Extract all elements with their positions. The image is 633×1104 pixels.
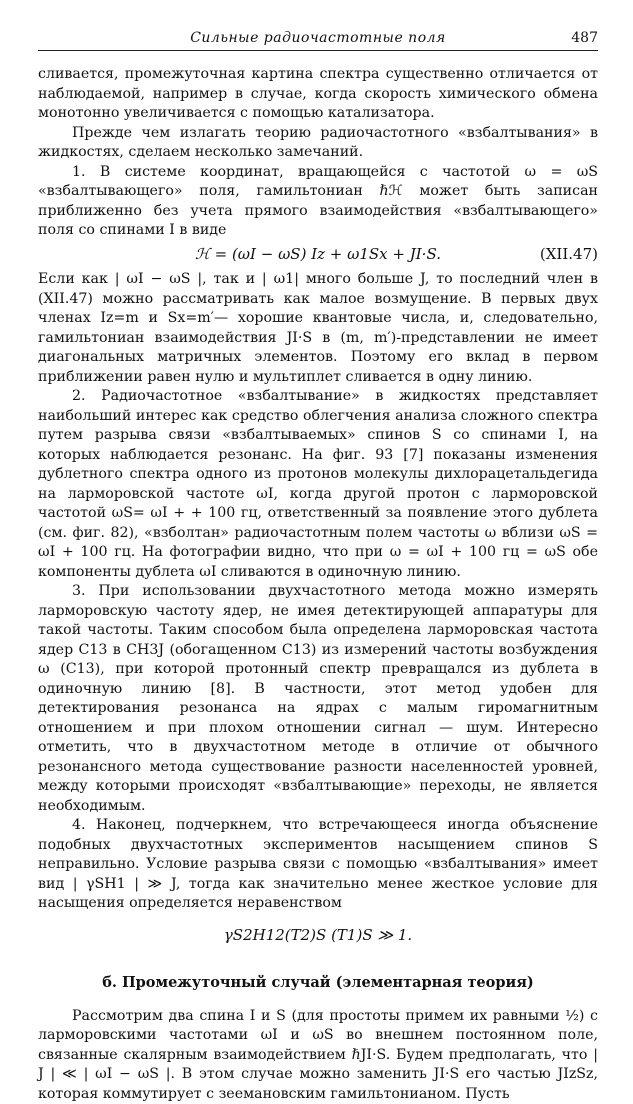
- paragraph: 4. Наконец, подчеркнем, что встречающееся иногда объяснение подобных двухчастотных экспериментов насыщением спинов S неправильно. Условие разрыва связи с помощью «взбалтывания» имеет вид | γSH1 | ≫ J, тогда как значительно менее жесткое условие для насыщения определяется неравенством: [38, 816, 598, 914]
- paragraph: 3. При использовании двухчастотного метода можно измерять ларморовскую частоту ядер, не имея детектирующей аппаратуры для такой частоты. Таким способом была определена ларморовская частота ядер C13 в CH3J (обогащенном C13) из измерений частоты возбуждения ω (C13), при которой протонный спектр превращался из дублета в одиночную линию [8]. В частности, этот метод удобен для детектирования резонанса на ядрах с малым гиромагнитным отношением и при плохом отношении сигнал — шум. Интересно отметить, что в двухчастотном методе в отличие от обычного резонансного метода существование разности населенностей уровней, между которыми происходят «взбалтывающие» переходы, не является необходимым.: [38, 582, 598, 816]
- saturation-inequality: γS2H12(T2)S (T1)S ≫ 1.: [38, 926, 598, 946]
- paragraph: Если как | ωI − ωS |, так и | ω1| много больше J, то последний член в (XII.47) можно рассматривать как малое возмущение. В первых двух членах Iz=m и Sx=m′— хорошие квантовые числа, и, следовательно, гамильтониан взаимодействия JI·S в (m, m′)-представлении не имеет диагональных матричных элементов. Поэтому его вклад в первом приближении равен нулю и мультиплет сливается в одну линию.: [38, 270, 598, 387]
- paragraph: Прежде чем излагать теорию радиочастотного «взбалтывания» в жидкостях, сделаем несколько замечаний.: [38, 124, 598, 163]
- equation-xii-47: [38, 245, 598, 265]
- paragraph: 1. В системе координат, вращающейся с частотой ω = ωS «взбалтывающего» поля, гамильтониан ℏℋ может быть записан приближенно без учета прямого взаимодействия «взбалтывающего» поля со спинами I в виде: [38, 163, 598, 241]
- equation-number: (XII.47): [540, 245, 598, 265]
- running-header: [38, 28, 598, 51]
- section-title: б. Промежуточный случай (элементарная теория): [38, 973, 598, 993]
- body-text: [38, 65, 598, 1104]
- page: [38, 28, 598, 1104]
- equation-body: ℋ = (ωI − ωS) Iz + ω1Sx + JI·S.: [195, 245, 441, 265]
- paragraph: 2. Радиочастотное «взбалтывание» в жидкостях представляет наибольший интерес как средство облегчения анализа сложного спектра путем разрыва связи «взбалтываемых» спинов S со спинами I, на которых наблюдается резонанс. На фиг. 93 [7] показаны изменения дублетного спектра одного из протонов молекулы дихлорацетальдегида на ларморовской частоте ωI, когда другой протон с ларморовской частотой ωS= ωI + + 100 гц, ответственный за появление этого дублета (см. фиг. 82), «взболтан» радиочастотным полем частоты ω вблизи ωS = ωI + 100 гц. На фотографии видно, что при ω = ωI + 100 гц = ωS обе компоненты дублета ωI сливаются в одиночную линию.: [38, 387, 598, 582]
- paragraph: Рассмотрим два спина I и S (для простоты примем их равными ½) с ларморовскими частотами ωI и ωS во внешнем постоянном поле, связанные скалярным взаимодействием ℏJI·S. Будем предполагать, что | J | ≪ | ωI − ωS |. В этом случае можно заменить JI·S его частью JIzSz, которая коммутирует с зеемановским гамильтонианом. Пусть: [38, 1007, 598, 1104]
- page-number: 487: [571, 30, 598, 46]
- paragraph: сливается, промежуточная картина спектра существенно отличается от наблюдаемой, например в случае, когда скорость химического обмена монотонно увеличивается с помощью катализатора.: [38, 65, 598, 124]
- running-title: Сильные радиочастотные поля: [38, 30, 598, 46]
